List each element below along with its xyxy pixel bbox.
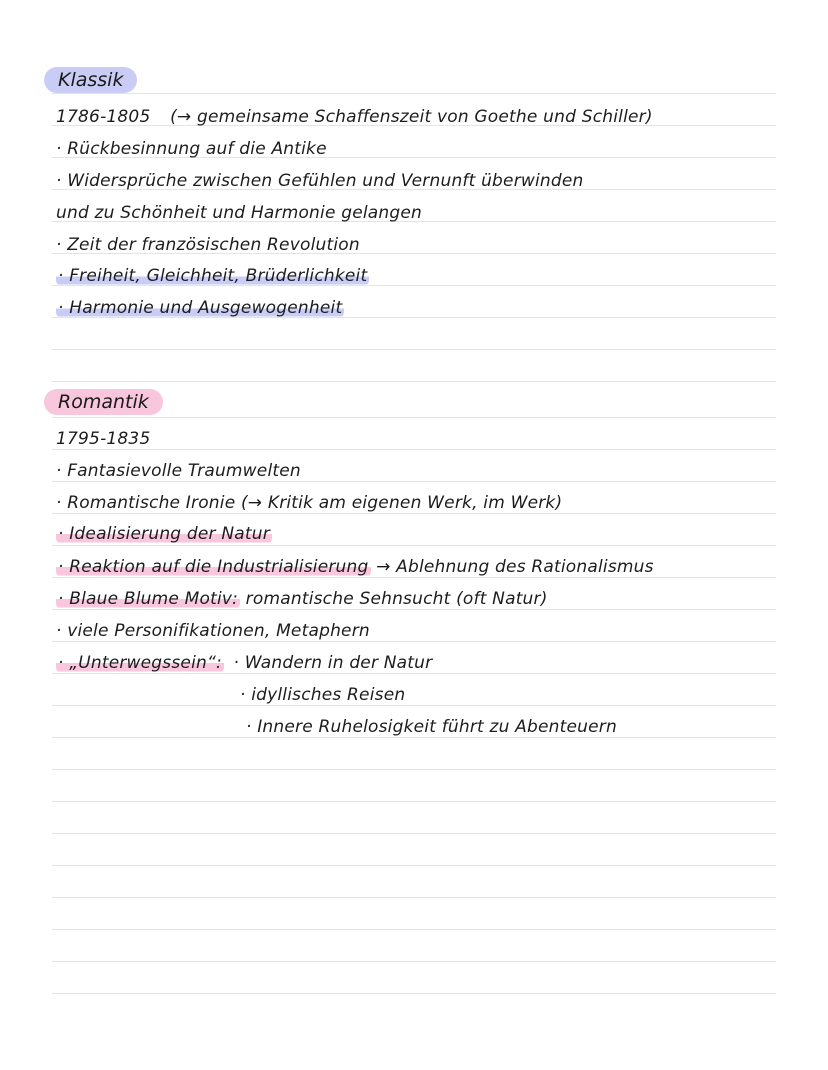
rule-line [52, 93, 776, 94]
klassik-bullet: · Zeit der französischen Revolution [56, 235, 360, 255]
klassik-period-note: (→ gemeinsame Schaffenszeit von Goethe und Schiller) [170, 107, 653, 127]
rule-line [52, 769, 776, 770]
unterwegssein-item: · idyllisches Reisen [240, 685, 406, 705]
rule-line [52, 801, 776, 802]
romantik-bullet-reaktion [56, 556, 654, 578]
klassik-bullet: · Rückbesinnung auf die Antike [56, 139, 327, 159]
unterwegssein-item: · Wandern in der Natur [233, 653, 433, 673]
klassik-period: 1786-1805 [56, 107, 151, 127]
rule-line [52, 993, 776, 994]
highlight-blue: · Freiheit, Gleichheit, Brüderlichkeit [58, 266, 368, 286]
klassik-bullet: und zu Schönheit und Harmonie gelangen [56, 203, 423, 223]
klassik-period-line [56, 106, 653, 128]
romantik-bullet: · viele Personifikationen, Metaphern [56, 621, 370, 641]
romantik-bullet-blume [56, 588, 548, 610]
rule-line [52, 349, 776, 350]
romantik-period: 1795-1835 [56, 429, 151, 449]
rule-line [52, 381, 776, 382]
klassik-bullet-highlighted [56, 265, 369, 287]
rule-line [52, 961, 776, 962]
highlight-pink: · Blaue Blume Motiv: [58, 589, 239, 609]
reaktion-rest: → Ablehnung des Rationalismus [370, 557, 654, 577]
romantik-unterwegssein [56, 652, 432, 674]
rule-line [52, 449, 776, 450]
highlight-pink: · Idealisierung der Natur [58, 524, 270, 544]
rule-line [52, 897, 776, 898]
unterwegssein-item: · Innere Ruhelosigkeit führt zu Abenteuern [246, 717, 617, 737]
highlight-pink: · Reaktion auf die Industrialisierung [58, 557, 369, 577]
highlight-blue: · Harmonie und Ausgewogenheit [58, 298, 343, 318]
rule-line [52, 865, 776, 866]
romantik-heading: Romantik [44, 389, 163, 415]
rule-line [52, 705, 776, 706]
highlight-pink: · „Unterwegssein“: [58, 653, 222, 673]
rule-line [52, 929, 776, 930]
romantik-bullet: · Fantasievolle Traumwelten [56, 461, 301, 481]
rule-line [52, 545, 776, 546]
klassik-bullet: · Widersprüche zwischen Gefühlen und Vernunft überwinden [56, 171, 584, 191]
romantik-bullet: · Romantische Ironie (→ Kritik am eigenen Werk, im Werk) [56, 493, 563, 513]
klassik-heading: Klassik [44, 67, 137, 93]
blume-rest: romantische Sehnsucht (oft Natur) [240, 589, 548, 609]
rule-line [52, 833, 776, 834]
romantik-bullet-highlighted [56, 523, 272, 545]
klassik-bullet-highlighted [56, 297, 344, 319]
rule-line [52, 417, 776, 418]
